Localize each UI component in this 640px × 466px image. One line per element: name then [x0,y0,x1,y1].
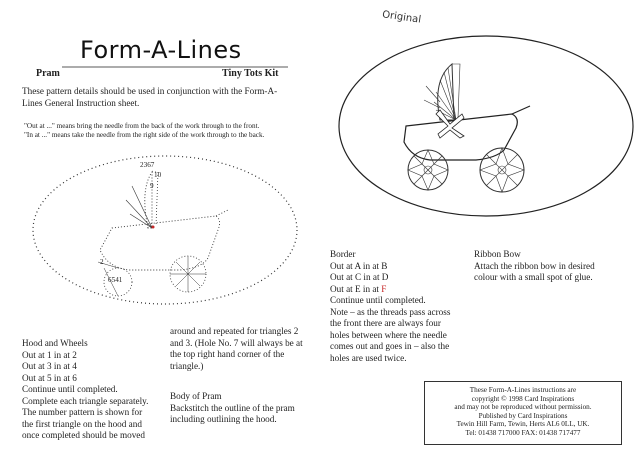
copyright-line: Tel: 01438 717000 FAX: 01438 717477 [465,428,581,437]
copyright-line: These Form-A-Lines instructions are [469,386,577,394]
hood-and-wheels-section [22,338,172,442]
instruction-line: Backstitch the outline of the pram [170,402,295,413]
note-line: holes between where the needle [330,329,447,340]
instruction-line: Continue until completed. [22,384,118,394]
handwritten-original-note: Original [381,9,422,26]
instruction-line: The number pattern is shown for [22,407,143,417]
copyright-box [424,381,622,445]
pattern-number-side: 2 [100,258,104,266]
pattern-diagram [30,150,300,310]
body-of-pram-heading: Body of Pram [170,391,222,401]
pattern-number-top: 2367 [140,161,155,169]
pattern-number-bottom: 6541 [108,276,123,284]
instruction-line: Continue until completed. [330,295,426,305]
instruction-line: including outlining the hood. [170,414,277,424]
hood-and-wheels-heading: Hood and Wheels [22,338,88,348]
instruction-line: Out at A in at B [330,260,388,271]
instruction-line: colour with a small spot of glue. [474,272,593,282]
ribbon-bow-heading: Ribbon Bow [474,249,521,259]
ribbon-bow-section [474,249,624,284]
note-line: holes are used twice. [330,352,407,363]
solid-oval [339,36,633,216]
instruction-line: and 3. (Hole No. 7 will always be at [170,337,303,348]
instruction-line: Out at 1 in at 2 [22,349,77,360]
instruction-line: once completed should be moved [22,430,145,440]
pattern-number-ten: 10 [154,171,162,179]
ribbon-bow [436,110,464,138]
instruction-line: Out at E in at F [330,283,387,294]
page-title: Form-A-Lines [80,36,242,64]
instruction-line: the top right hand corner of the [170,349,285,359]
instruction-line: around and repeated for triangles 2 [170,326,299,336]
needle-notes [24,122,324,140]
stitched-hood [424,64,460,120]
original-pram-image [336,30,636,224]
body-of-pram-section [170,391,330,426]
right-stitched-wheel [480,148,524,192]
intro-text [22,86,292,109]
kit-name: Tiny Tots Kit [222,68,279,79]
note-line: comes out and goes in – also the [330,341,450,351]
out-at-note: "Out at ..." means bring the needle from the back of the work through to the front. [24,122,260,130]
left-stitched-wheel [408,150,448,190]
instruction-line: Out at 3 in at 4 [22,361,77,371]
instruction-line: Complete each triangle separately. [22,395,149,406]
border-heading: Border [330,249,356,259]
instruction-line: the first triangle on the hood and [22,418,142,429]
pram-hood [145,172,152,228]
note-line: Note – as the threads pass across [330,306,451,317]
intro-line: These pattern details should be used in conjunction with the Form-A- [22,86,278,96]
red-letter-f: F [381,283,387,294]
in-at-note: "In at ..." means take the needle from the right side of the work through to the back. [24,131,265,139]
instruction-line: Out at C in at D [330,272,389,282]
border-section [330,249,480,364]
instruction-line: Out at 5 in at 6 [22,372,77,383]
instruction-line: triangle.) [170,360,204,371]
dotted-border-oval [33,156,297,304]
copyright-line: Tewin Hill Farm, Tewin, Herts AL6 0LL, UK. [456,420,590,429]
pattern-name: Pram [36,68,60,79]
copyright-line: Published by Card Inspirations [478,411,568,420]
copyright-line: copyright © 1998 Card Inspirations [471,394,575,403]
pattern-number-nine: 9 [150,182,154,190]
copyright-line: and may not be reproduced without permission. [454,403,592,412]
intro-line: Lines General Instruction sheet. [22,97,140,108]
note-line: the front there are always four [330,318,441,328]
instruction-line: Attach the ribbon bow in desired [474,260,595,271]
hood-continued-section [170,326,330,372]
